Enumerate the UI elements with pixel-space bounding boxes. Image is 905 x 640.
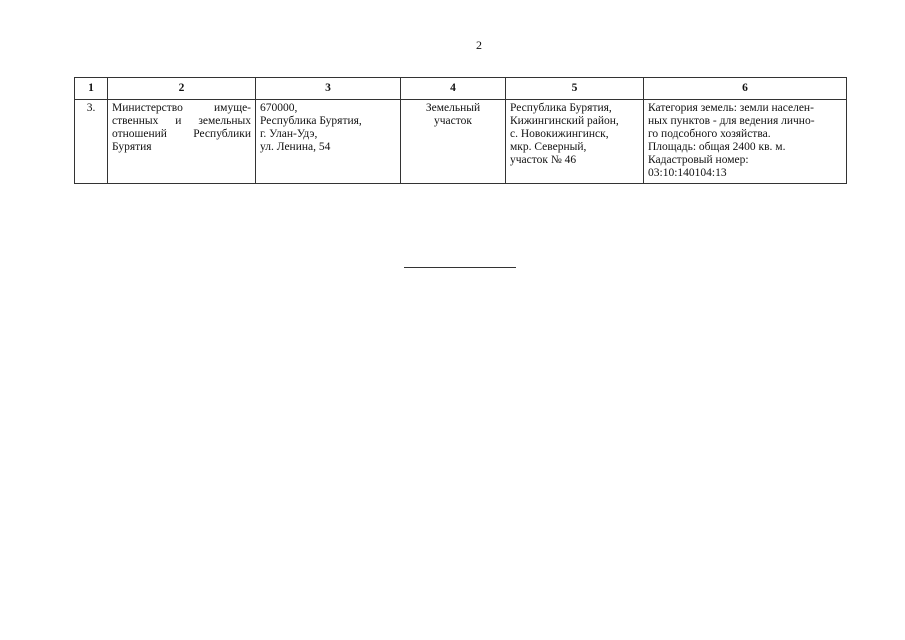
column-header-5: 5 — [506, 78, 644, 100]
object-line: Земельный — [425, 102, 481, 114]
location-cell — [506, 100, 644, 184]
description-line: Категория земель: земли населен- — [648, 102, 814, 114]
address-line: 670000, — [260, 102, 298, 114]
header-row — [75, 78, 847, 100]
object-cell — [401, 100, 506, 184]
column-header-2: 2 — [108, 78, 256, 100]
owner-line: Бурятия — [112, 141, 152, 153]
column-header-3: 3 — [256, 78, 401, 100]
description-line: ных пунктов - для ведения лично- — [648, 115, 815, 127]
page-number: 2 — [476, 38, 482, 52]
location-line: Кижингинский район, — [510, 115, 619, 127]
column-header-4: 4 — [401, 78, 506, 100]
owner-line: Министерство имуще- — [112, 102, 251, 114]
location-line: участок № 46 — [510, 154, 577, 166]
address-line: Республика Бурятия, — [260, 115, 362, 127]
object-line: участок — [434, 115, 472, 127]
location-line: Республика Бурятия, — [510, 102, 612, 114]
description-line: Кадастровый номер: — [648, 154, 749, 166]
address-line: ул. Ленина, 54 — [260, 141, 331, 153]
description-line: 03:10:140104:13 — [648, 167, 727, 179]
description-line: Площадь: общая 2400 кв. м. — [648, 141, 786, 153]
location-line: мкр. Северный, — [510, 141, 587, 153]
description-line: го подсобного хозяйства. — [648, 128, 771, 140]
column-header-6: 6 — [644, 78, 847, 100]
end-separator-line — [404, 267, 516, 268]
row-number-cell — [75, 100, 108, 184]
owner-line: отношений Республики — [112, 128, 251, 140]
table-row — [75, 100, 847, 184]
owner-cell — [108, 100, 256, 184]
description-cell — [644, 100, 847, 184]
address-line: г. Улан-Удэ, — [260, 128, 318, 140]
location-line: с. Новокижингинск, — [510, 128, 609, 140]
property-table — [74, 77, 847, 184]
row-number: 3. — [86, 102, 96, 114]
address-cell — [256, 100, 401, 184]
column-header-1: 1 — [75, 78, 108, 100]
owner-line: ственных и земельных — [112, 115, 251, 127]
